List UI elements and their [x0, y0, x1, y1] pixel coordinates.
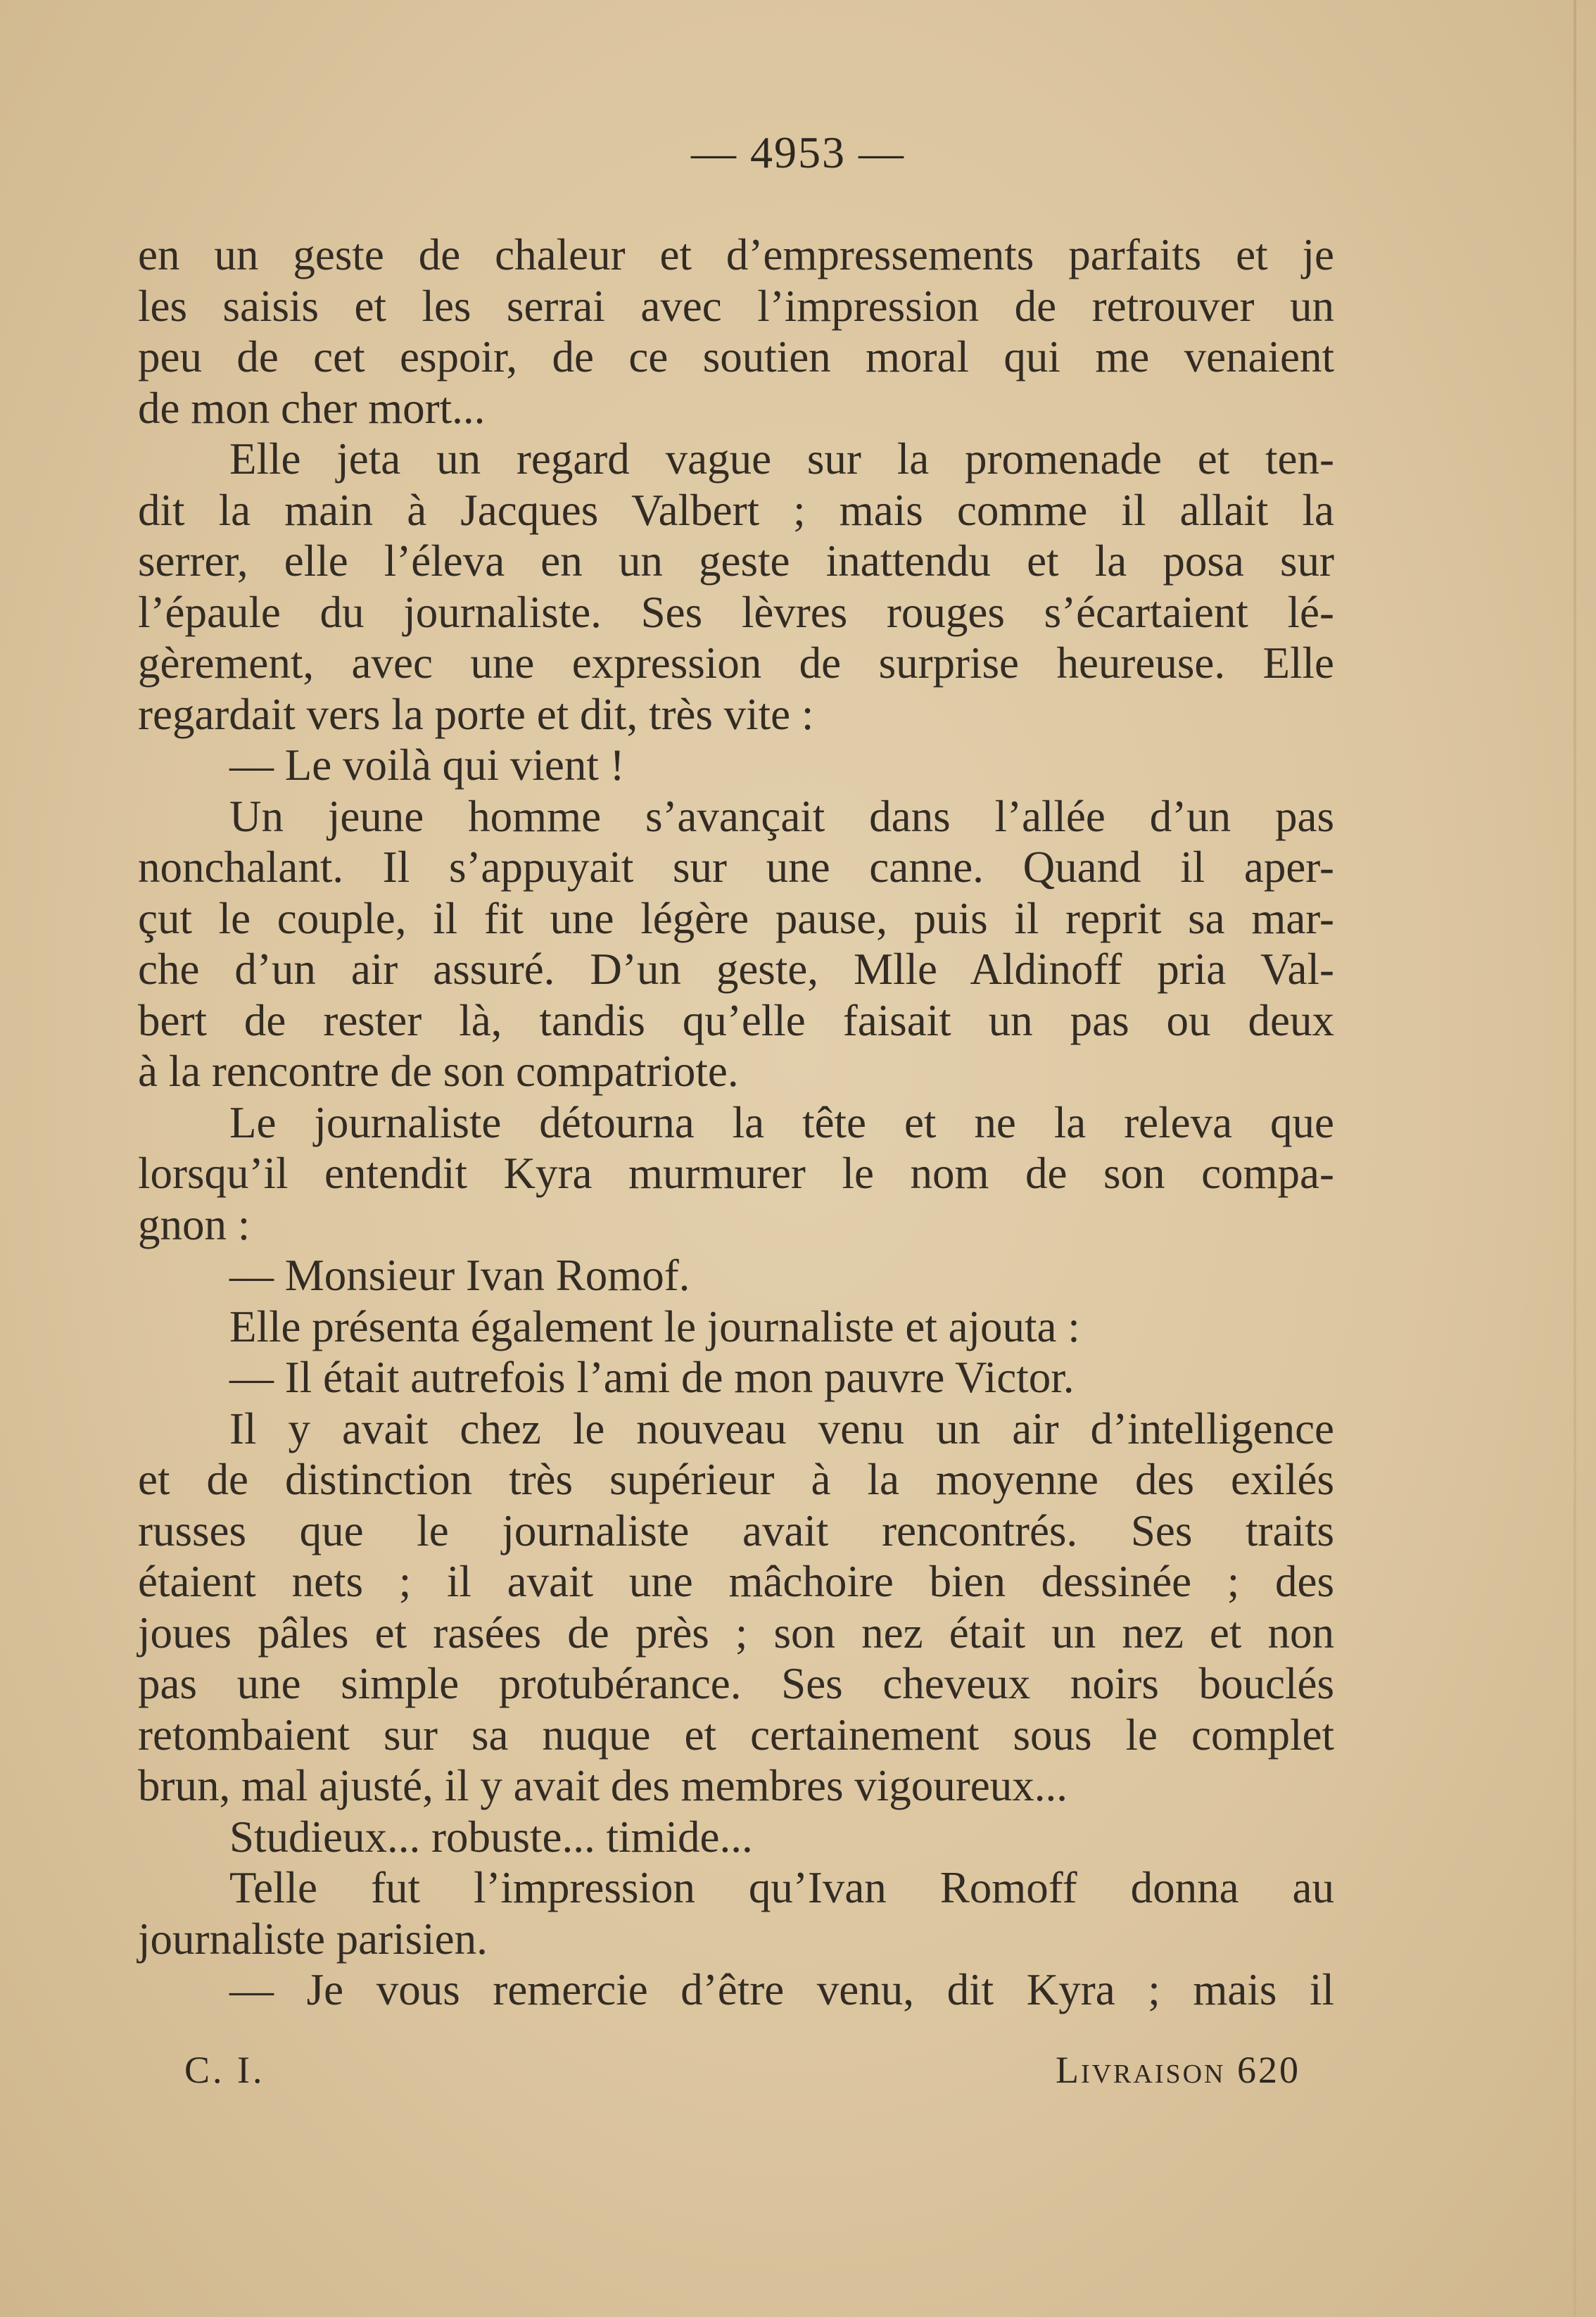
text-line: pas une simple protubérance. Ses cheveux noirs bouclés	[138, 1659, 1334, 1708]
text-line: et de distinction très supérieur à la moyenne des exilés	[138, 1455, 1334, 1504]
text-line: Le journaliste détourna la tête et ne la releva que	[229, 1097, 1334, 1147]
text-line: retombaient sur sa nuque et certainement sous le complet	[138, 1710, 1334, 1760]
text-line: Elle présenta également le journaliste et ajouta :	[229, 1301, 1080, 1351]
page-number: — 4953 —	[691, 127, 905, 177]
body-text	[138, 229, 1334, 2016]
text-line: Telle fut l’impression qu’Ivan Romoff donna au	[229, 1863, 1334, 1912]
text-line: regardait vers la porte et dit, très vite :	[138, 689, 814, 739]
delivery-number: Livraison 620	[1055, 2049, 1300, 2091]
text-line: étaient nets ; il avait une mâchoire bien dessinée ; des	[138, 1557, 1334, 1606]
text-line: Elle jeta un regard vague sur la promenade et ten-	[229, 434, 1334, 484]
page-edge-shadow	[1573, 0, 1576, 2317]
text-line: Il y avait chez le nouveau venu un air d’intelligence	[229, 1403, 1334, 1453]
text-line: gèrement, avec une expression de surprise heureuse. Elle	[138, 638, 1334, 688]
text-line: à la rencontre de son compatriote.	[138, 1047, 739, 1096]
text-line: çut le couple, il fit une légère pause, puis il reprit sa mar-	[138, 893, 1334, 943]
text-line: brun, mal ajusté, il y avait des membres vigoureux...	[138, 1761, 1068, 1810]
text-line: — Monsieur Ivan Romof.	[229, 1251, 690, 1300]
text-line: journaliste parisien.	[138, 1914, 488, 1964]
text-line: che d’un air assuré. D’un geste, Mlle Aldinoff pria Val-	[138, 945, 1334, 994]
text-line: nonchalant. Il s’appuyait sur une canne. Quand il aper-	[138, 842, 1334, 892]
signature-mark: C. I.	[184, 2049, 265, 2091]
text-line: joues pâles et rasées de près ; son nez était un nez et non	[138, 1608, 1334, 1658]
text-line: dit la main à Jacques Valbert ; mais comme il allait la	[138, 485, 1334, 535]
text-line: les saisis et les serrai avec l’impression de retrouver un	[138, 281, 1334, 331]
text-line: lorsqu’il entendit Kyra murmurer le nom de son compa-	[138, 1149, 1334, 1198]
text-line: — Il était autrefois l’ami de mon pauvre Victor.	[229, 1353, 1075, 1402]
text-line: gnon :	[138, 1199, 251, 1249]
text-line: serrer, elle l’éleva en un geste inattendu et la posa sur	[138, 536, 1334, 586]
text-line: — Je vous remercie d’être venu, dit Kyra ; mais il	[229, 1965, 1334, 2014]
text-line: l’épaule du journaliste. Ses lèvres rouges s’écartaient lé-	[138, 587, 1334, 637]
text-line: Studieux... robuste... timide...	[229, 1812, 753, 1862]
text-line: — Le voilà qui vient !	[229, 740, 625, 790]
text-line: peu de cet espoir, de ce soutien moral qui me venaient	[138, 332, 1334, 381]
text-line: de mon cher mort...	[138, 383, 486, 433]
text-line: bert de rester là, tandis qu’elle faisait un pas ou deux	[138, 995, 1334, 1045]
page-footer	[0, 2048, 1596, 2104]
text-line: Un jeune homme s’avançait dans l’allée d’un pas	[229, 791, 1334, 841]
text-line: en un geste de chaleur et d’empressements parfaits et je	[138, 230, 1334, 279]
text-line: russes que le journaliste avait rencontrés. Ses traits	[138, 1505, 1334, 1555]
